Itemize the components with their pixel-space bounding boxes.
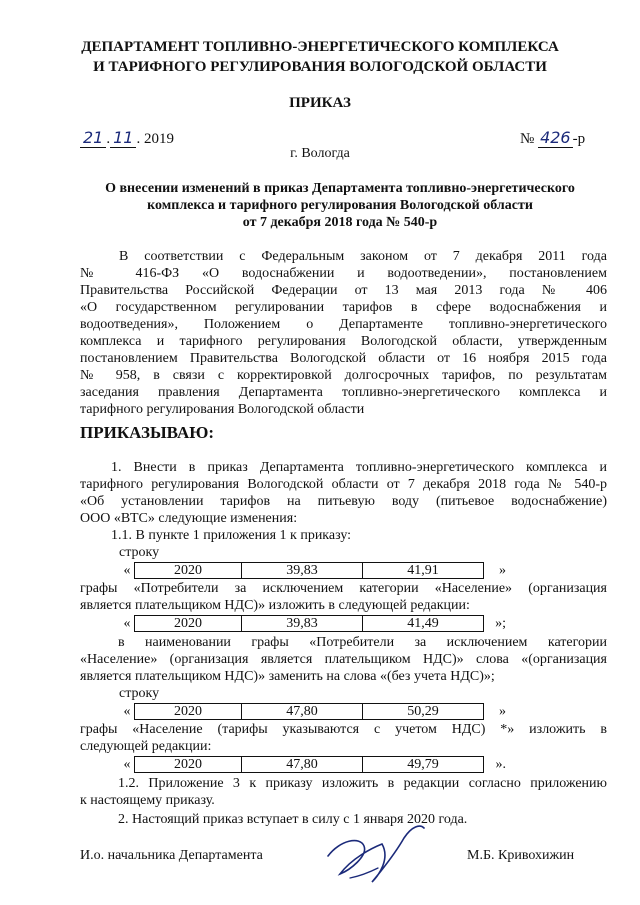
item1-1: 1.1. В пункте 1 приложения 1 к приказу:: [111, 528, 352, 543]
handwritten-signature: [320, 818, 430, 888]
tariff-first-half: 47,80: [242, 704, 363, 720]
tariff-year: 2020: [135, 704, 242, 720]
graph2-line: следующей редакции:: [80, 739, 212, 754]
department-name-line-1: ДЕПАРТАМЕНТ ТОПЛИВНО-ЭНЕРГЕТИЧЕСКОГО КОМПЛЕКСА: [81, 39, 559, 55]
graph1-line: графы «Потребители за исключением категории «Население» (организация: [80, 581, 607, 596]
document-date: 21 . 11 . 2019: [80, 128, 174, 148]
tariff-table-new-2: [120, 756, 508, 773]
preamble-line: постановлением Правительства Вологодской области от 16 ноября 2015 года: [80, 351, 607, 366]
tariff-table-old-1: [120, 562, 508, 579]
subject-line-1: О внесении изменений в приказ Департамента топливно-энергетического: [105, 181, 575, 196]
city: г. Вологда: [290, 146, 350, 161]
number-suffix: -р: [572, 131, 586, 147]
order-subject: [0, 180, 640, 231]
tariff-first-half: 39,83: [242, 563, 363, 579]
tariff-second-half: 50,29: [363, 704, 484, 720]
subject-line-2: комплекса и тарифного регулирования Вологодской области: [147, 198, 533, 213]
number-prefix: №: [520, 131, 535, 147]
preamble-line: № 958, в связи с корректировкой долгосрочных тарифов, по результатам: [80, 368, 607, 383]
quote-open: «: [123, 616, 131, 631]
date-day: 21: [80, 128, 106, 148]
preamble-line: комплекса и тарифного регулирования Вологодской области, утвержденным: [80, 334, 607, 349]
item1-line: тарифного регулирования Вологодской области от 7 декабря 2018 года № 540-р: [80, 477, 607, 492]
quote-close: »;: [495, 616, 506, 631]
graph1-line: является плательщиком НДС)» изложить в следующей редакции:: [80, 598, 470, 613]
preamble-line: № 416-ФЗ «О водоснабжении и водоотведении», постановлением: [80, 266, 607, 281]
naming-line: является плательщиком НДС)» заменить на слова «(без учета НДС)»;: [80, 669, 495, 684]
naming-line: в наименовании графы «Потребители за исключением категории: [118, 635, 607, 650]
preamble-line: заседания правления Департамента топливно-энергетического комплекса и: [80, 385, 607, 400]
tariff-table-new-1: [120, 615, 508, 632]
document-number: [520, 128, 585, 148]
tariff-year: 2020: [135, 563, 242, 579]
item1-line: ООО «ВТС» следующие изменения:: [80, 511, 298, 526]
quote-open: «: [123, 563, 131, 578]
quote-close: ».: [495, 757, 506, 772]
tariff-year: 2020: [135, 757, 242, 773]
date-year: 2019: [143, 131, 174, 147]
quote-close: »: [499, 563, 506, 578]
item1-2-line: 1.2. Приложение 3 к приказу изложить в редакции согласно приложению: [118, 776, 607, 791]
item1-line: 1. Внести в приказ Департамента топливно-энергетического комплекса и: [111, 460, 607, 475]
word-row-2: строку: [119, 686, 160, 701]
signatory-name: М.Б. Кривохижин: [467, 848, 575, 863]
quote-close: »: [499, 704, 506, 719]
naming-line: «Население» (организация является плательщиком НДС)» слова «(организация: [80, 652, 607, 667]
preamble-line: В соответствии с Федеральным законом от 7 декабря 2011 года: [119, 249, 607, 264]
tariff-second-half: 41,91: [363, 563, 484, 579]
number-value: 426: [540, 128, 571, 147]
graph2-line: графы «Население (тарифы указываются с учетом НДС) *» изложить в: [80, 722, 607, 737]
item2: 2. Настоящий приказ вступает в силу с 1 января 2020 года.: [118, 812, 468, 827]
word-row: строку: [119, 545, 160, 560]
tariff-table-old-2: [120, 703, 508, 720]
tariff-first-half: 47,80: [242, 757, 363, 773]
quote-open: «: [123, 704, 131, 719]
preamble-line: тарифного регулирования Вологодской области: [80, 402, 365, 417]
item1-2-line: к настоящему приказу.: [80, 793, 215, 808]
document-type: ПРИКАЗ: [289, 95, 351, 111]
tariff-first-half: 39,83: [242, 616, 363, 632]
department-name-line-2: И ТАРИФНОГО РЕГУЛИРОВАНИЯ ВОЛОГОДСКОЙ ОБЛАСТИ: [93, 59, 547, 75]
preamble-line: «О государственном регулировании тарифов в сфере водоснабжения и: [80, 300, 607, 315]
tariff-year: 2020: [135, 616, 242, 632]
preamble-line: Правительства Российской Федерации от 13 мая 2013 года № 406: [80, 283, 607, 298]
subject-line-3: от 7 декабря 2018 года № 540-р: [242, 215, 438, 230]
preamble-line: водоотведения», Положением о Департаменте топливно-энергетического: [80, 317, 607, 332]
tariff-second-half: 49,79: [363, 757, 484, 773]
date-month: 11: [110, 128, 136, 148]
order-word: ПРИКАЗЫВАЮ:: [80, 423, 215, 442]
signatory-position: И.о. начальника Департамента: [80, 848, 263, 863]
item1-line: «Об установлении тарифов на питьевую воду (питьевое водоснабжение): [80, 494, 607, 509]
tariff-second-half: 41,49: [363, 616, 484, 632]
department-header: [0, 37, 640, 77]
quote-open: «: [123, 757, 131, 772]
